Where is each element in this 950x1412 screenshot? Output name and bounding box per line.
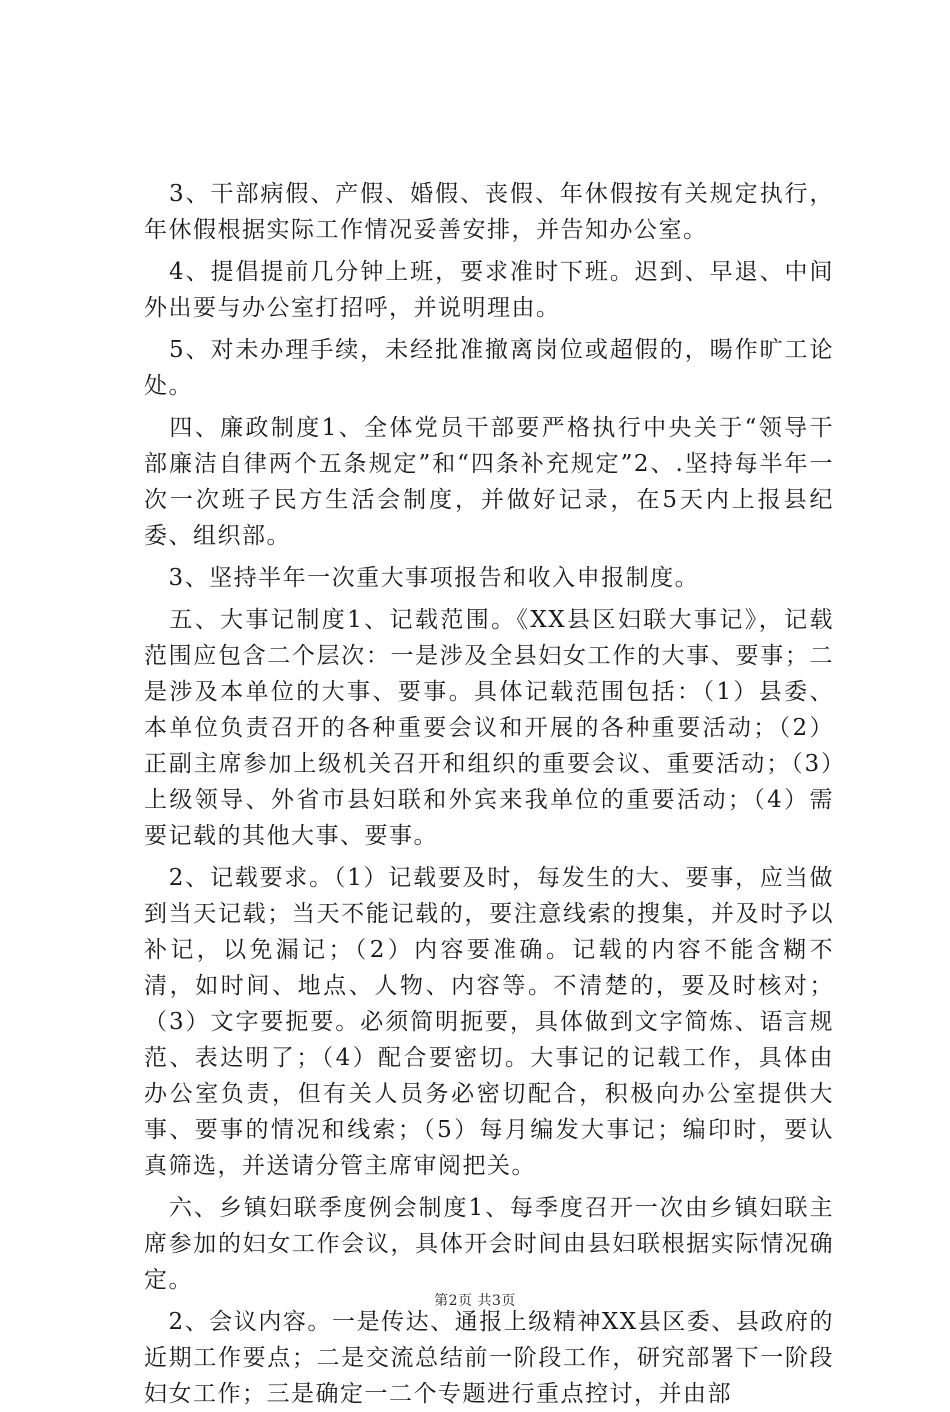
paragraph-chronicle-requirements: 2、记载要求。（1）记载要及时，每发生的大、要事，应当做到当天记载；当天不能记载的，要注意线索的搜集，并及时予以补记，以免漏记；（2）内容要准确。记载的内容不能含糊不清，如时间、地点、人物、内容等。不清楚的，要及时核对；（3）文字要扼要。必须简明扼要，具体做到文字简炼、语言规范、表达明了；（4）配合要密切。大事记的记载工作，具体由办公室负责，但有关人员务必密切配合，积极向办公室提供大事、要事的情况和线索；（5）每月编发大事记；编印时，要认真筛选，并送请分管主席审阅把关。 (144, 865, 834, 1179)
paragraph-meeting-content: 2、会议内容。一是传达、通报上级精神XX县区委、县政府的近期工作要点；二是交流总结前一阶段工作，研究部署下一阶段妇女工作；三是确定一二个专题进行重点控讨，并由部 (144, 1309, 834, 1407)
document-body (144, 176, 834, 1412)
paragraph-absence: 5、对未办理手续，未经批准撤离岗位或超假的，暘作旷工论处。 (144, 337, 834, 399)
paragraph-integrity-system: 四、廉政制度1、全体党员干部要严格执行中央关于“领导干部廉洁自律两个五条规定”和“四条补充规定”2、.坚持每半年一次一次班子民方生活会制度，并做好记录，在5天内上报县纪委、组织部。 (144, 415, 834, 549)
paragraph-punctuality: 4、提倡提前几分钟上班，要求准时下班。迟到、早退、中间外出要与办公室打招呼，并说明理由。 (144, 259, 834, 321)
page-number-footer: 第2页 共3页 (434, 1293, 516, 1309)
paragraph-chronicle-scope: 五、大事记制度1、记载范围。《XX县区妇联大事记》，记载范围应包含二个层次：一是涉及全县妇女工作的大事、要事；二是涉及本单位的大事、要事。具体记载范围包括：（1）县委、本单位负责召开的各种重要会议和开展的各种重要活动；（2）正副主席参加上级机关召开和组织的重要会议、重要活动；（3）上级领导、外省市县妇联和外宾来我单位的重要活动；（4）需要记载的其他大事、要事。 (144, 607, 834, 849)
paragraph-quarterly-meeting: 六、乡镇妇联季度例会制度1、每季度召开一次由乡镇妇联主席参加的妇女工作会议，具体开会时间由县妇联根据实际情况确定。 (144, 1195, 834, 1293)
paragraph-leave-rules: 3、干部病假、产假、婚假、丧假、年休假按有关规定执行，年休假根据实际工作情况妥善安排，并告知办公室。 (144, 181, 834, 243)
paragraph-reporting: 3、坚持半年一次重大事项报告和收入申报制度。 (144, 565, 700, 591)
